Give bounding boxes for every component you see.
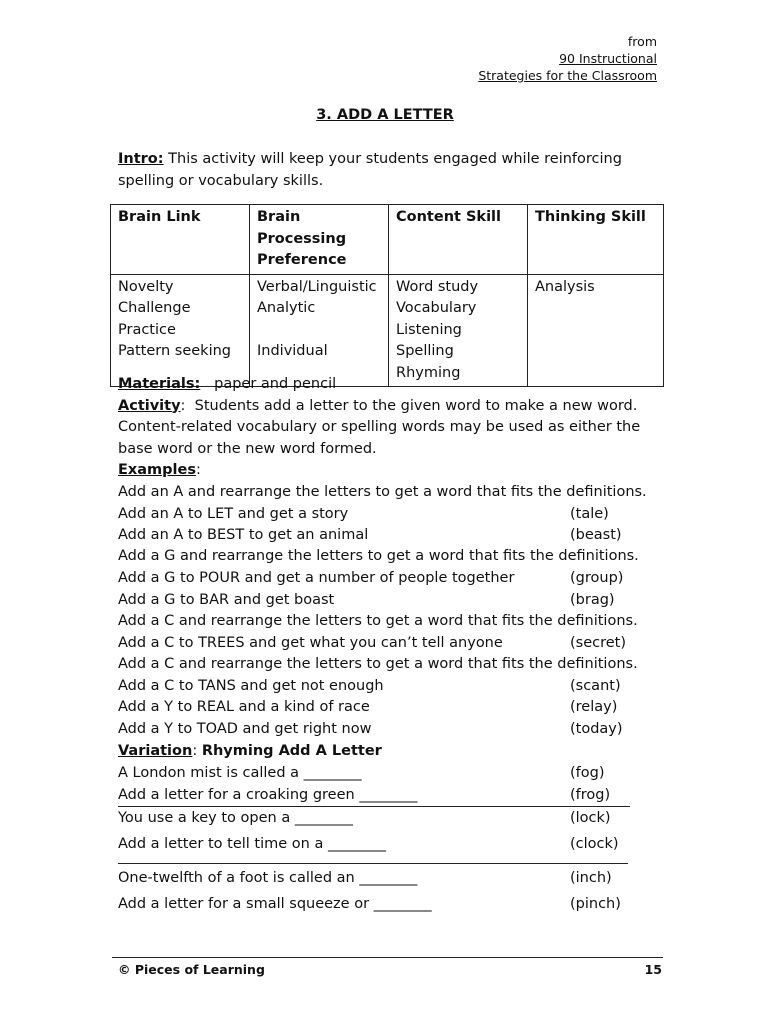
example-answer: (tale) (570, 506, 609, 522)
variation-title: Rhyming Add A Letter (201, 743, 382, 759)
source-attribution (478, 33, 657, 84)
table-header-cell: Content Skill (389, 205, 528, 275)
rhyme-line: You use a key to open a ________ (118, 810, 353, 826)
intro-paragraph (118, 149, 658, 192)
example-line: Add a C and rearrange the letters to get a word that fits the definitions. (118, 656, 638, 672)
table-cell-processing (250, 274, 389, 387)
table-row (111, 274, 664, 387)
variation-label: Variation (118, 743, 193, 759)
table-header-cell: Brain Link (111, 205, 250, 275)
example-line: Add a G to POUR and get a number of people together (118, 570, 515, 586)
cell-line: Vocabulary (396, 300, 477, 316)
cell-line: Challenge (118, 300, 191, 316)
example-line: Add a G and rearrange the letters to get a word that fits the definitions. (118, 548, 639, 564)
table-header-cell: Brain Processing Preference (250, 205, 389, 275)
materials-text: paper and pencil (214, 376, 337, 392)
source-from: from (627, 34, 657, 49)
rhyme-answer: (fog) (570, 765, 605, 781)
rhyme-answer: (lock) (570, 810, 611, 826)
skills-table (110, 204, 664, 387)
cell-line: Listening (396, 321, 462, 338)
intro-text: This activity will keep your students engaged while reinforcing spelling or vocabulary skills. (118, 151, 622, 189)
variation-heading: Variation: Rhyming Add A Letter (118, 743, 382, 759)
rhyme-answer: (clock) (570, 836, 619, 852)
example-answer: (relay) (570, 699, 618, 715)
table-cell-content-skill (389, 274, 528, 387)
intro-label: Intro: (118, 151, 164, 167)
example-answer: (brag) (570, 592, 615, 608)
separator-line (118, 863, 628, 864)
example-line: Add an A to LET and get a story (118, 506, 349, 522)
table-cell-thinking-skill (528, 274, 664, 387)
cell-line: Rhyming (396, 364, 461, 381)
activity-text: Students add a letter to the given word to make a new word. Content-related vocabulary or spelling words may be used as either the base word or the new word formed. (118, 397, 641, 457)
materials-label: Materials: (118, 376, 201, 392)
example-answer: (scant) (570, 678, 621, 694)
example-line: Add an A and rearrange the letters to get a word that fits the definitions. (118, 484, 647, 500)
example-answer: (secret) (570, 635, 627, 651)
rhyme-line: Add a letter for a croaking green ________ (118, 787, 418, 803)
cell-line: Spelling (396, 343, 454, 359)
cell-line: Novelty (118, 278, 174, 295)
examples-heading: Examples: (118, 462, 201, 478)
rhyme-line: A London mist is called a ________ (118, 765, 362, 781)
table-header-row (111, 205, 664, 275)
cell-line: Verbal/Linguistic (257, 278, 377, 295)
rhyme-answer: (inch) (570, 870, 612, 886)
rhyme-line: Add a letter to tell time on a ________ (118, 836, 386, 852)
separator-line (118, 806, 630, 807)
footer-rule (112, 957, 663, 958)
cell-line: Practice (118, 321, 176, 338)
cell-line-blank (257, 320, 381, 342)
rhyme-answer: (frog) (570, 787, 611, 803)
example-line: Add a Y to TOAD and get right now (118, 721, 372, 737)
source-book-line2: Strategies for the Classroom (478, 68, 657, 83)
activity-paragraph: Activity: Students add a letter to the given word to make a new word. Content-related vocabulary or spelling words may be used as either the base word or the new word formed. (118, 397, 641, 457)
page-title: 3. ADD A LETTER (316, 107, 454, 123)
materials-line (118, 374, 658, 396)
table-cell-brain-link (111, 274, 250, 387)
cell-line: Individual (257, 343, 328, 359)
example-line: Add a G to BAR and get boast (118, 592, 335, 608)
cell-line: Word study (396, 278, 479, 295)
examples-label: Examples (118, 462, 196, 478)
cell-line: Pattern seeking (118, 343, 231, 359)
rhyme-answer: (pinch) (570, 896, 621, 912)
cell-line: Analytic (257, 300, 316, 316)
source-book-line1: 90 Instructional (559, 51, 657, 66)
example-answer: (today) (570, 721, 623, 737)
cell-line: Analysis (535, 278, 595, 295)
example-line: Add a C and rearrange the letters to get a word that fits the definitions. (118, 613, 638, 629)
footer-page-number: 15 (644, 962, 662, 977)
rhyme-line: Add a letter for a small squeeze or ________ (118, 896, 432, 912)
example-answer: (beast) (570, 527, 622, 543)
example-line: Add a C to TANS and get not enough (118, 678, 384, 694)
example-line: Add a Y to REAL and a kind of race (118, 699, 370, 715)
activity-label: Activity (118, 397, 181, 414)
example-answer: (group) (570, 570, 624, 586)
example-line: Add an A to BEST to get an animal (118, 527, 369, 543)
footer-copyright: © Pieces of Learning (118, 962, 265, 977)
example-line: Add a C to TREES and get what you can’t tell anyone (118, 635, 503, 651)
rhyme-line: One-twelfth of a foot is called an ________ (118, 870, 418, 886)
table-header-cell: Thinking Skill (528, 205, 664, 275)
